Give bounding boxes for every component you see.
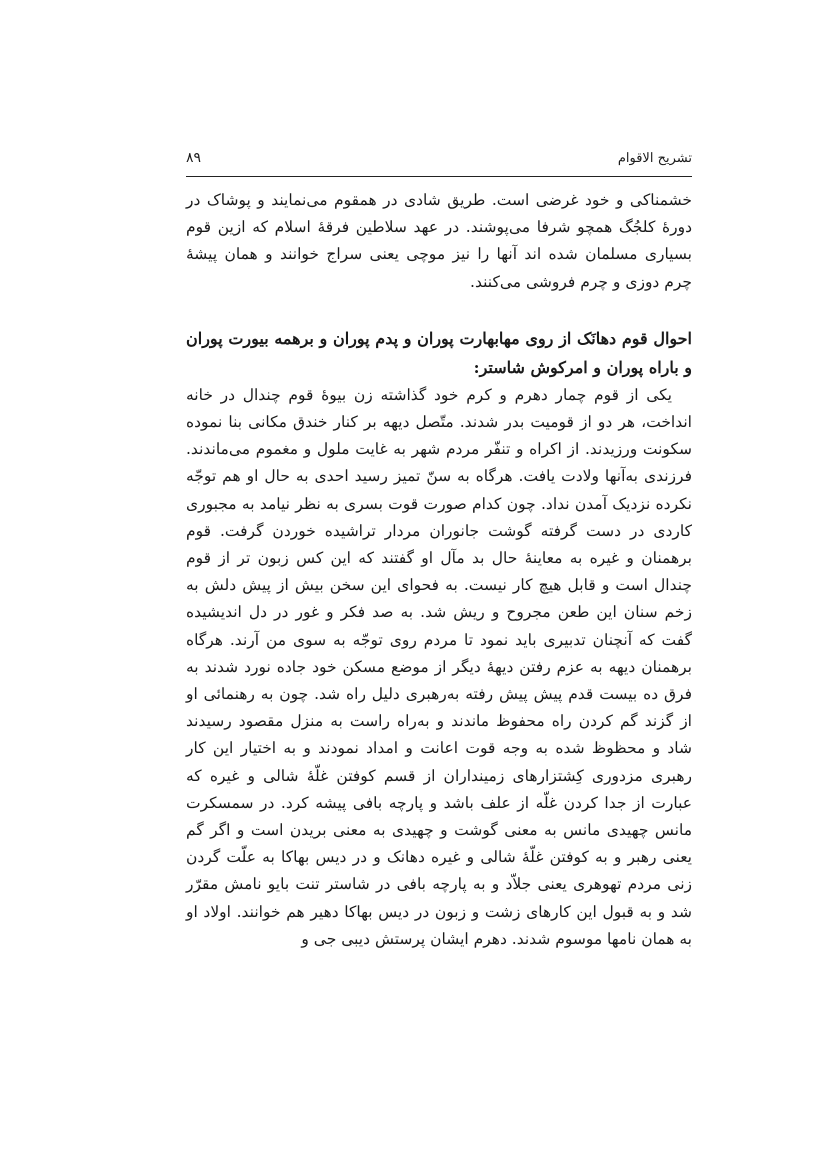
section-heading: احوال قوم دهانَک از روی مهابهارت پوران و پدم پوران و برهمه بیورت پوران و باراه پوران و امرکوش شاستر: — [186, 328, 692, 377]
body-paragraph: یکی از قوم چمار دهرم و کرم خود گذاشته زن بیوهٔ قوم چندال در خانه انداخت، هر دو از قومیت بدر شدند. متّصل دیهه بر کنار خندق مکانی بنا نموده سکونت ورزیدند. از اکراه و تنفّر مردم شهر به غایت ملول و مغموم می‌ماندند. فرزندی به‌آنها ولادت یافت. هرگاه به سنّ تمیز رسید احدی به حال او هم توجّه نکرده نزدیک آمدن نداد. چون کدام صورت قوت بسری به نظر نیامد به مجبوری کاردی در دست گرفته گوشت جانوران مردار تراشیده خوردن گرفت. قوم برهمنان و غیره به معاینهٔ حال بد مآل او گفتند که این کس زبون تر از قوم چندال است و قابل هیچ کار نیست. به فحوای این سخن بیش از پیش دلش به زخم سنان این طعن مجروح و ریش شد. به صد فکر و غور در دل اندیشیده گفت که آنچنان تدبیری باید نمود تا مردم روی توجّه به سوی من آرند. هرگاه برهمنان دیهه به عزم رفتن دیهۀ دیگر از موضع مسکن خود جاده نورد شدند به فرق ده بیست قدم پیش پیش رفته به‌رهبری دلیل راه شد. چون به رهنمائی او از گزند گم کردن راه محفوظ ماندند و به‌راه راست به منزل مقصود رسیدند شاد و محظوظ شده به وجه قوت اعانت و امداد نمودند و به اختیار این کار رهبری مزدوری کِشتزارهای زمینداران از قسم کوفتن غلّهٔ شالی و غیره که عبارت از جدا کردن غلّه از علف باشد و پارچه بافی پیشه کرد. در سمسکرت مانس چهیدی مانس به معنی گوشت و چهیدی به معنی بریدن است و اگر گم یعنی رهبر و به کوفتن غلّهٔ شالی و غیره دهانک و در دیس بهاکا به علّت گردن زنی مردم تهوهری یعنی جلاّد و به پارچه بافی در شاستر تنت بایو نامش مقرّر شد و به قبول این کارهای زشت و زبون در دیس بهاکا دهیر هم خوانند. اولاد او به همان نامها موسوم شدند. دهرم ایشان پرستش دیبی جی و — [186, 385, 692, 948]
running-header-title: تشریح الاقوام — [617, 151, 692, 166]
running-header — [186, 150, 692, 176]
intro-paragraph: خشمناکی و خود غرضی است. طریق شادی در همقوم می‌نمایند و پوشاک در دورهٔ کلجُگ همچو شرفا می‌پوشند. در عهد سلاطین فرقهٔ اسلام که ازین قوم بسیاری مسلمان شده اند آنها را نیز موچی یعنی سراج خوانند و همان پیشهٔ چرم دوزی و چرم فروشی می‌کنند. — [186, 191, 692, 291]
book-page — [186, 150, 692, 953]
page-number: ۸۹ — [186, 150, 202, 166]
header-divider — [186, 176, 692, 177]
